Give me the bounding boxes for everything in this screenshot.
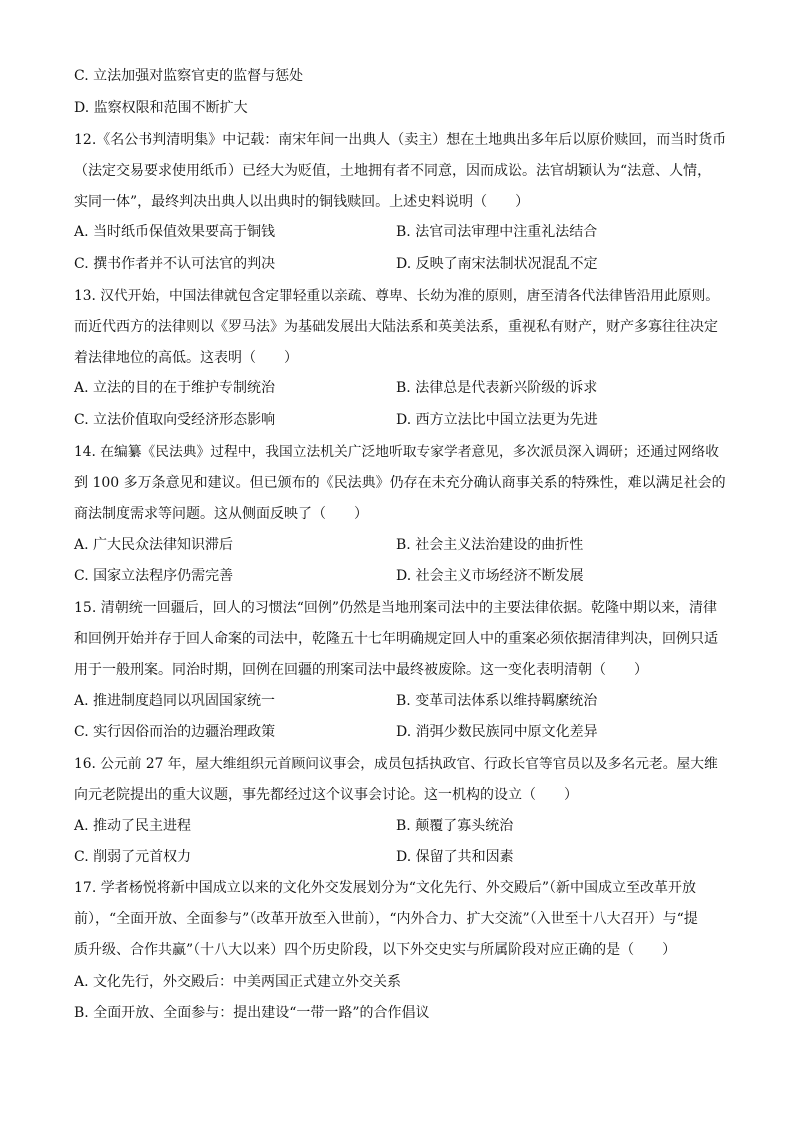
q12-option-a: A. 当时纸币保值效果要高于铜钱 <box>74 224 276 240</box>
q16-option-c: C. 削弱了元首权力 <box>74 849 192 865</box>
q14-option-d: D. 社会主义市场经济不断发展 <box>396 568 584 584</box>
q12-options-row-1 <box>74 222 726 242</box>
q13-options-row-1 <box>74 378 726 398</box>
q16-option-b: B. 颠覆了寡头统治 <box>396 818 514 834</box>
q17-stem-line-1: 17. 学者杨悦将新中国成立以来的文化外交发展划分为“文化先行、外交殿后”（新中国成立至改革开放 <box>74 880 697 896</box>
q14-option-c: C. 国家立法程序仍需完善 <box>74 568 234 584</box>
q15-option-d: D. 消弭少数民族同中原文化差异 <box>396 724 598 740</box>
q12-option-c: C. 撰书作者并不认可法官的判决 <box>74 256 276 272</box>
q12-stem-line-2: （法定交易要求使用纸币）已经大为贬值，土地拥有者不同意，因而成讼。法官胡颖认为“法意、人情， <box>74 163 712 179</box>
q14-options-row-1 <box>74 535 726 555</box>
q14-option-a: A. 广大民众法律知识滞后 <box>74 537 234 553</box>
q15-option-a: A. 推进制度趋同以巩固国家统一 <box>74 693 276 709</box>
q12-stem-line-3: 实同一体”，最终判决出典人以出典时的铜钱赎回。上述史料说明（ ） <box>74 194 530 210</box>
q16-options-row-1 <box>74 816 726 836</box>
q12-stem-line-1: 12.《名公书判清明集》中记载：南宋年间一出典人（卖主）想在土地典出多年后以原价赎回，而当时货币 <box>74 132 726 148</box>
q16-options-row-2 <box>74 847 726 867</box>
q13-option-d: D. 西方立法比中国立法更为先进 <box>396 412 598 428</box>
q14-stem-line-3: 商法制度需求等问题。这从侧面反映了（ ） <box>74 506 368 522</box>
q15-stem-line-3: 用于一般刑案。同治时期，回例在回疆的刑案司法中最终被废除。这一变化表明清朝（ ） <box>74 662 648 678</box>
q13-stem-line-2: 而近代西方的法律则以《罗马法》为基础发展出大陆法系和英美法系，重视私有财产，财产多寡往往决定 <box>74 319 718 335</box>
q11-option-d: D. 监察权限和范围不断扩大 <box>74 100 248 116</box>
q13-options-row-2 <box>74 410 726 430</box>
q16-stem-line-2: 向元老院提出的重大议题，事先都经过这个议事会讨论。这一机构的设立（ ） <box>74 787 578 803</box>
q13-stem-line-3: 着法律地位的高低。这表明（ ） <box>74 350 298 366</box>
q13-option-c: C. 立法价值取向受经济形态影响 <box>74 412 276 428</box>
q17-option-a: A. 文化先行，外交殿后：中美两国正式建立外交关系 <box>74 974 402 990</box>
q13-option-b: B. 法律总是代表新兴阶级的诉求 <box>396 380 598 396</box>
q16-stem-line-1: 16. 公元前 27 年，屋大维组织元首顾问议事会，成员包括执政官、行政长官等官员以及多名元老。屋大维 <box>74 756 718 772</box>
q11-option-c: C. 立法加强对监察官吏的监督与惩处 <box>74 68 304 84</box>
q15-stem-line-2: 和回例开始并存于回人命案的司法中，乾隆五十七年明确规定回人中的重案必须依据清律判决，回例只适 <box>74 631 718 647</box>
q12-option-b: B. 法官司法审理中注重礼法结合 <box>396 224 598 240</box>
q16-option-d: D. 保留了共和因素 <box>396 849 514 865</box>
q13-option-a: A. 立法的目的在于维护专制统治 <box>74 380 276 396</box>
q15-option-b: B. 变革司法体系以维持羁縻统治 <box>396 693 598 709</box>
q12-options-row-2 <box>74 254 726 274</box>
q15-options-row-2 <box>74 722 726 742</box>
q14-stem-line-2: 到 100 多万条意见和建议。但已颁布的《民法典》仍存在未充分确认商事关系的特殊性，难以满足社会的 <box>74 475 726 491</box>
q17-stem-line-3: 质升级、合作共赢”（十八大以来）四个历史阶段，以下外交史实与所属阶段对应正确的是（ ） <box>74 942 677 958</box>
q14-option-b: B. 社会主义法治建设的曲折性 <box>396 537 584 553</box>
q13-stem-line-1: 13. 汉代开始，中国法律就包含定罪轻重以亲疏、尊卑、长幼为准的原则，唐至清各代法律皆沿用此原则。 <box>74 288 719 304</box>
q15-option-c: C. 实行因俗而治的边疆治理政策 <box>74 724 276 740</box>
q14-options-row-2 <box>74 566 726 586</box>
q14-stem-line-1: 14. 在编纂《民法典》过程中，我国立法机关广泛地听取专家学者意见，多次派员深入调研；还通过网络收 <box>74 444 719 460</box>
q15-options-row-1 <box>74 691 726 711</box>
q17-option-b: B. 全面开放、全面参与：提出建设“一带一路”的合作倡议 <box>74 1005 430 1021</box>
q17-stem-line-2: 前），“全面开放、全面参与”（改革开放至入世前），“内外合力、扩大交流”（入世至十八大召开）与“提 <box>74 911 698 927</box>
q15-stem-line-1: 15. 清朝统一回疆后，回人的习惯法“回例”仍然是当地刑案司法中的主要法律依据。乾隆中期以来，清律 <box>74 600 718 616</box>
q16-option-a: A. 推动了民主进程 <box>74 818 192 834</box>
q12-option-d: D. 反映了南宋法制状况混乱不定 <box>396 256 598 272</box>
